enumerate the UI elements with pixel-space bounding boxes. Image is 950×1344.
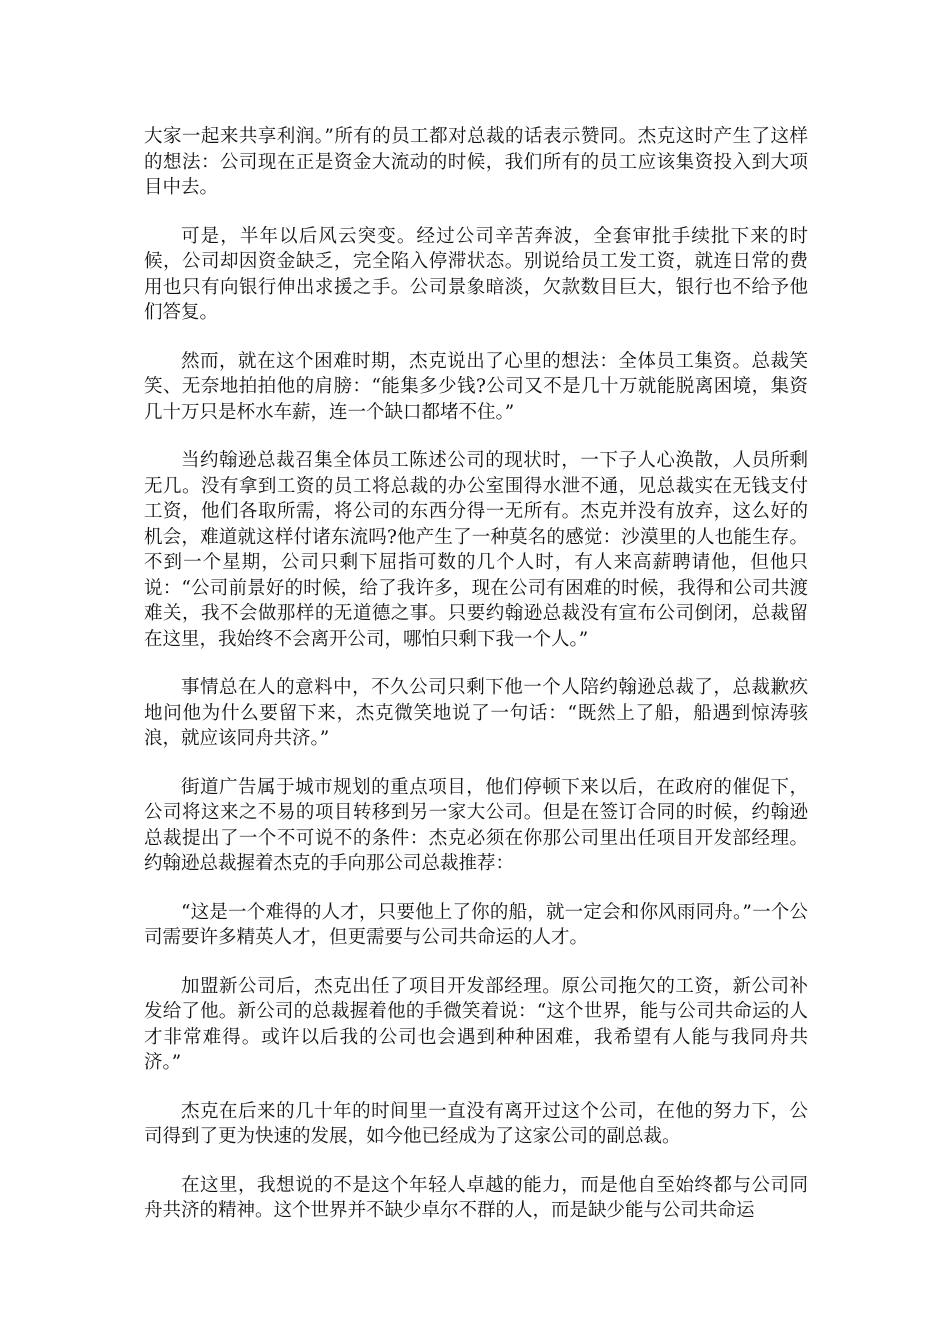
paragraph-4: 当约翰逊总裁召集全体员工陈述公司的现状时，一下子人心涣散，人员所剩无几。没有拿到工资的员工将总裁的办公室围得水泄不通，见总裁实在无钱支付工资，他们各取所需，将公司的东西分得一无所有。杰克并没有放弃，这么好的机会，难道就这样付诸东流吗?他产生了一种莫名的感觉：沙漠里的人也能生存。不到一个星期，公司只剩下屈指可数的几个人时，有人来高薪聘请他，但他只说：“公司前景好的时候，给了我许多，现在公司有困难的时候，我得和公司共渡难关，我不会做那样的无道德之事。只要约翰逊总裁没有宣布公司倒闭，总裁留在这里，我始终不会离开公司，哪怕只剩下我一个人。” — [144, 450, 808, 650]
paragraph-5: 事情总在人的意料中，不久公司只剩下他一个人陪约翰逊总裁了，总裁歉疚地问他为什么要留下来，杰克微笑地说了一句话：“既然上了船，船遇到惊涛骇浪，就应该同舟共济。” — [144, 677, 808, 749]
paragraph-2: 可是，半年以后风云突变。经过公司辛苦奔波，全套审批手续批下来的时候，公司却因资金缺乏，完全陷入停滞状态。别说给员工发工资，就连日常的费用也只有向银行伸出求援之手。公司景象暗淡，欠款数目巨大，银行也不给予他们答复。 — [144, 225, 808, 323]
paragraph-7: “这是一个难得的人才，只要他上了你的船，就一定会和你风雨同舟。”一个公司需要许多精英人才，但更需要与公司共命运的人才。 — [144, 901, 808, 948]
paragraph-1: 大家一起来共享利润。”所有的员工都对总裁的话表示赞同。杰克这时产生了这样的想法：公司现在正是资金大流动的时候，我们所有的员工应该集资投入到大项目中去。 — [144, 126, 808, 198]
paragraph-9: 杰克在后来的几十年的时间里一直没有离开过这个公司，在他的努力下，公司得到了更为快速的发展，如今他已经成为了这家公司的副总裁。 — [144, 1100, 808, 1147]
paragraph-6: 街道广告属于城市规划的重点项目，他们停顿下来以后，在政府的催促下，公司将这来之不易的项目转移到另一家大公司。但是在签订合同的时候，约翰逊总裁提出了一个不可说不的条件：杰克必须在你那公司里出任项目开发部经理。约翰逊总裁握着杰克的手向那公司总裁推荐： — [144, 776, 808, 874]
paragraph-10: 在这里，我想说的不是这个年轻人卓越的能力，而是他自至始终都与公司同舟共济的精神。这个世界并不缺少卓尔不群的人，而是缺少能与公司共命运 — [144, 1174, 808, 1221]
paragraph-8: 加盟新公司后，杰克出任了项目开发部经理。原公司拖欠的工资，新公司补发给了他。新公司的总裁握着他的手微笑着说：“这个世界，能与公司共命运的人才非常难得。或许以后我的公司也会遇到种种困难，我希望有人能与我同舟共济。” — [144, 975, 808, 1073]
document-page — [144, 124, 808, 1224]
paragraph-3: 然而，就在这个困难时期，杰克说出了心里的想法：全体员工集资。总裁笑笑、无奈地拍拍他的肩膀：“能集多少钱?公司又不是几十万就能脱离困境，集资几十万只是杯水车薪，连一个缺口都堵不住。” — [144, 350, 808, 423]
